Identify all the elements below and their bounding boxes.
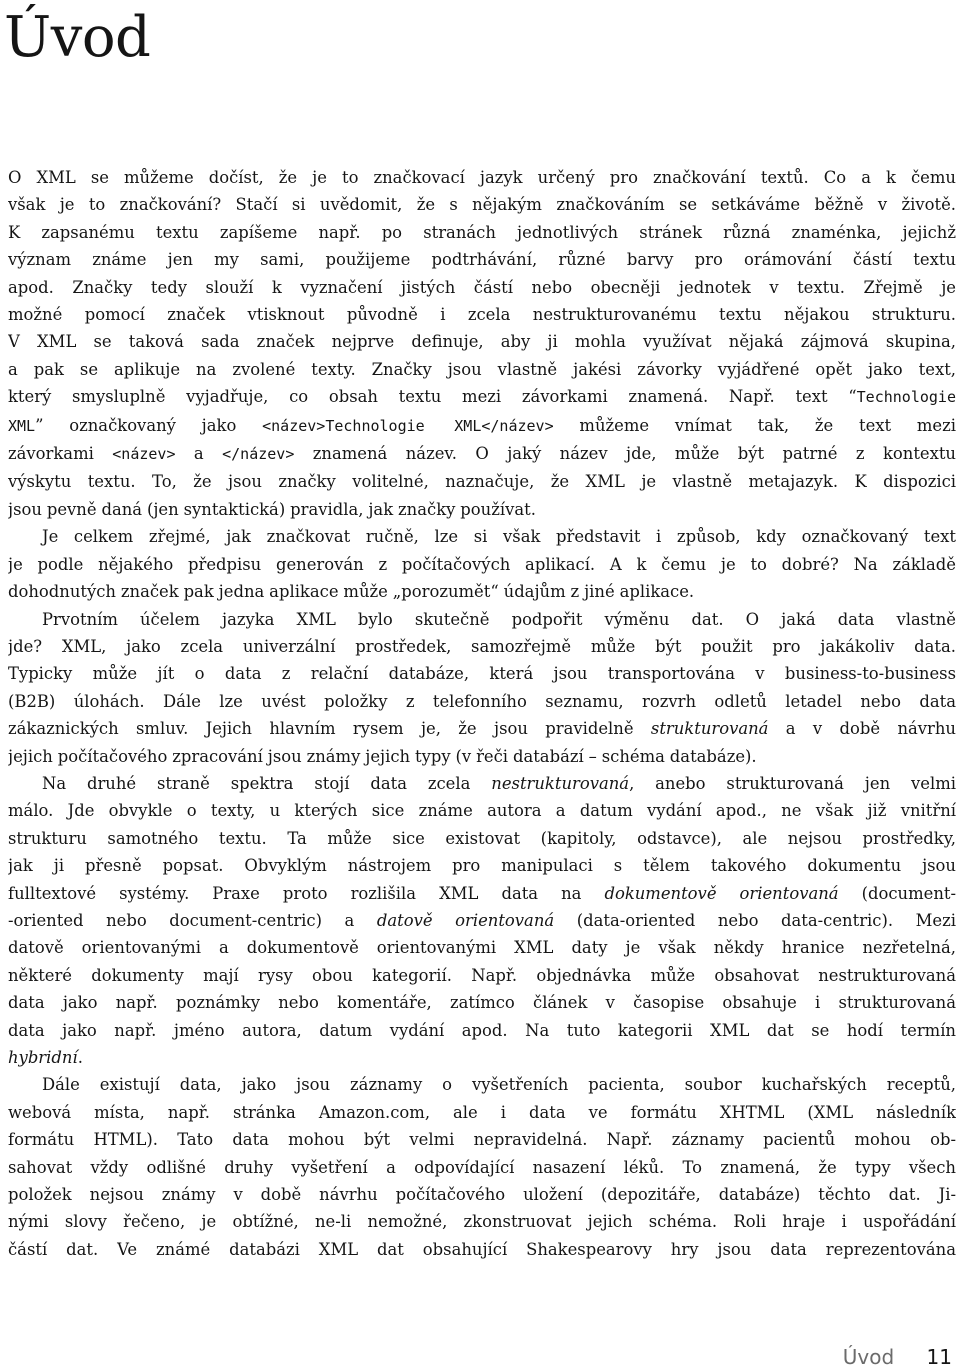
text-line	[8, 1017, 956, 1044]
page-footer	[843, 1344, 952, 1370]
text-segment: strukturu samotného textu. Ta může sice existovat (kapitoly, odstavce), ale nejsou prostředky,	[8, 828, 956, 848]
page-number: 11	[926, 1345, 952, 1369]
text-line	[8, 852, 956, 879]
text-line	[8, 440, 956, 468]
text-segment: data jako např. poznámky nebo komentáře, zatímco článek v časopise obsahuje i strukturovaná	[8, 993, 956, 1013]
text-segment: jejich počítačového zpracování jsou známy jejich typy (v řeči databází – schéma databáze).	[8, 746, 757, 766]
text-segment: částí dat. Ve známé databázi XML dat obsahující Shakespearovy hry jsou data reprezentována	[8, 1239, 956, 1259]
text-segment: zákaznických smluv. Jejich hlavním rysem je, že jsou pravidelně	[8, 719, 651, 739]
text-line	[8, 880, 956, 907]
chapter-title: Úvod	[4, 5, 151, 70]
text-line	[8, 246, 956, 273]
emphasis-text: nestrukturovaná	[491, 773, 630, 793]
text-line	[8, 1236, 956, 1263]
text-segment: V XML se taková sada značek nejprve definuje, aby ji mohla využívat nějaká zájmová skupina,	[8, 332, 956, 352]
text-segment: sahovat vždy odlišné druhy vyšetření a odpovídající nasazení léků. To znamená, že typy všech	[8, 1157, 956, 1177]
text-segment: data jako např. jméno autora, datum vydání apod. Na tuto kategorii XML dat se hodí termín	[8, 1020, 956, 1040]
body-text	[8, 164, 956, 1263]
text-line	[8, 1099, 956, 1126]
text-segment: ” označkovaný jako	[35, 415, 263, 435]
text-segment: , anebo strukturovaná jen velmi	[629, 773, 956, 793]
code-fragment: <název>	[112, 445, 176, 464]
text-line	[8, 578, 956, 605]
text-segment: závorkami	[8, 444, 113, 464]
emphasis-text: datově orientovaná	[376, 910, 555, 930]
text-line	[8, 356, 956, 383]
emphasis-text: hybridní	[8, 1048, 78, 1067]
text-line	[8, 328, 956, 355]
text-segment: (B2B) úlohách. Dále lze uvést položky z telefonního seznamu, rozvrh odletů letadel nebo data	[8, 691, 956, 711]
text-line	[8, 1154, 956, 1181]
paragraph-5	[8, 1071, 956, 1263]
text-segment: výskytu textu. To, že jsou značky volitelné, naznačuje, že XML je vlastně metajazyk. K dispozici	[8, 472, 956, 492]
running-title: Úvod	[842, 1345, 895, 1369]
text-segment: Dále existují data, jako jsou záznamy o vyšetřeních pacienta, soubor kuchařských receptů,	[42, 1075, 956, 1095]
text-segment: O XML se můžeme dočíst, že je to značkovací jazyk určený pro značkování textů. Co a k čemu	[8, 168, 956, 187]
text-line	[8, 496, 956, 523]
text-line	[8, 715, 956, 742]
text-segment: jsou pevně daná (jen syntaktická) pravidla, jak značky používat.	[8, 499, 536, 519]
text-segment: webová místa, např. stránka Amazon.com, ale i data ve formátu XHTML (XML následník	[8, 1102, 956, 1122]
paragraph-4	[8, 770, 956, 1071]
text-segment: Typicky může jít o data z relační databáze, která jsou transportována v business-to-business	[8, 664, 956, 684]
text-line	[8, 770, 956, 797]
text-line	[8, 962, 956, 989]
text-line	[8, 1044, 956, 1071]
text-line	[8, 274, 956, 301]
text-segment: formátu HTML). Tato data mohou být velmi nepravidelná. Např. záznamy pacientů mohou ob-	[8, 1130, 956, 1150]
emphasis-text: dokumentově orientovaná	[604, 883, 839, 903]
text-line	[8, 797, 956, 824]
text-segment: (document-	[838, 883, 956, 903]
text-line	[8, 164, 956, 191]
code-fragment: XML	[8, 416, 36, 435]
text-line	[8, 1181, 956, 1208]
text-line	[8, 825, 956, 852]
text-segment: Prvotním účelem jazyka XML bylo skutečně podpořit výměnu dat. O jaká data vlastně	[42, 609, 956, 629]
text-segment: znamená název. O jaký název jde, může být patrné z kontextu	[294, 444, 956, 464]
text-segment: a v době návrhu	[768, 719, 956, 739]
text-segment: který smysluplně vyjadřuje, co obsah textu mezi závorkami znamená. Např. text “	[8, 387, 857, 407]
code-fragment: </název>	[222, 445, 295, 464]
text-line	[8, 412, 956, 440]
text-line	[8, 468, 956, 495]
text-segment: nými slovy řečeno, je obtížné, ne-li nemožné, zkonstruovat jejich schéma. Roli hraje i uspořádání	[8, 1212, 956, 1232]
text-line	[8, 301, 956, 328]
text-segment: a pak se aplikuje na zvolené texty. Značky jsou vlastně jakési závorky vyjádřené opět jako text,	[8, 359, 956, 379]
text-line	[8, 523, 956, 550]
text-segment: a	[175, 444, 223, 464]
text-segment: apod. Značky tedy slouží k vyznačení jistých částí nebo obecněji jednotek v textu. Zřejmě je	[8, 277, 956, 297]
text-segment: význam známe jen my sami, použijeme podtrhávání, různé barvy pro orámování částí textu	[8, 250, 956, 270]
text-segment: položek nejsou známy v době návrhu počítačového uložení (depozitáře, databáze) těchto dat. Ji-	[8, 1185, 956, 1205]
text-line	[8, 688, 956, 715]
text-line	[8, 551, 956, 578]
text-segment: datově orientovanými a dokumentově orientovanými XML daty je však někdy hranice nezřetelná,	[8, 938, 956, 958]
paragraph-2	[8, 523, 956, 605]
text-line	[8, 660, 956, 687]
text-segment: dohodnutých značek pak jedna aplikace může „porozumět“ údajům z jiné aplikace.	[8, 582, 695, 602]
text-segment: fulltextové systémy. Praxe proto rozlišila XML data na	[8, 883, 605, 903]
text-segment: však je to značkování? Stačí si uvědomit, že s nějakým značkováním se setkáváme běžně v životě.	[8, 195, 956, 215]
text-line	[8, 1126, 956, 1153]
text-line	[8, 383, 956, 411]
text-segment: málo. Jde obvykle o texty, u kterých sice známe autora a datum vydání apod., ne však již vnitřní	[8, 801, 956, 821]
text-segment: jak ji přesně popsat. Obvyklým nástrojem pro manipulaci s tělem takového dokumentu jsou	[8, 856, 956, 876]
text-line	[8, 989, 956, 1016]
code-fragment: <název>Technologie XML</název>	[262, 416, 554, 435]
paragraph-3	[8, 606, 956, 770]
emphasis-text: strukturovaná	[650, 719, 769, 739]
text-line	[8, 1208, 956, 1235]
text-segment: možné pomocí značek vtisknout původně i zcela nestrukturovanému textu nějakou strukturu.	[8, 305, 956, 325]
text-segment: můžeme vnímat tak, že text mezi	[553, 415, 956, 435]
text-line	[8, 743, 956, 770]
text-line	[8, 907, 956, 934]
text-line	[8, 1071, 956, 1098]
text-segment: Na druhé straně spektra stojí data zcela	[42, 773, 492, 793]
text-segment: K zapsanému textu zapíšeme např. po stranách jednotlivých stránek různá znaménka, jejichž	[8, 222, 956, 242]
text-line	[8, 606, 956, 633]
text-segment: některé dokumenty mají rysy obou kategorií. Např. objednávka může obsahovat nestrukturovaná	[8, 965, 956, 985]
text-line	[8, 633, 956, 660]
text-segment: (data-oriented nebo data-centric). Mezi	[554, 910, 956, 930]
text-line	[8, 191, 956, 218]
text-line	[8, 934, 956, 961]
text-segment: -oriented nebo document-centric) a	[8, 910, 377, 930]
code-fragment: Technologie	[856, 388, 956, 407]
paragraph-1	[8, 164, 956, 523]
text-line	[8, 219, 956, 246]
text-segment: Je celkem zřejmé, jak značkovat ručně, lze si však představit i způsob, kdy označkovaný text	[42, 527, 956, 547]
text-segment: je podle nějakého předpisu generován z počítačových aplikací. A k čemu je to dobré? Na základě	[8, 554, 956, 574]
text-segment: jde? XML, jako zcela univerzální prostředek, samozřejmě může být použit pro jakákoliv data.	[8, 636, 956, 656]
text-segment: .	[77, 1048, 83, 1067]
